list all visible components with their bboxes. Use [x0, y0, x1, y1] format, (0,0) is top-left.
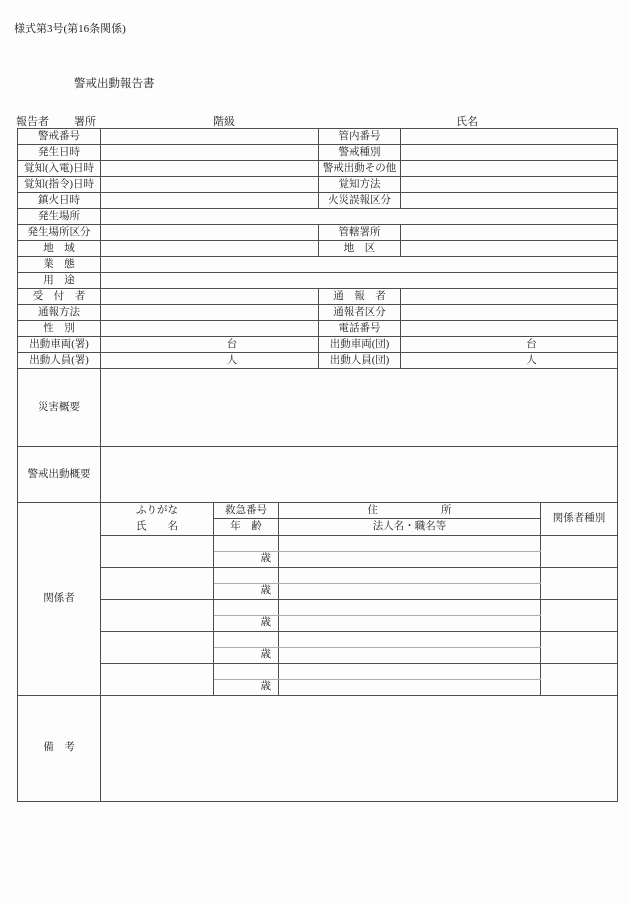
related-age-cell: 歳: [214, 679, 279, 695]
field-label: 受 付 者: [18, 289, 101, 305]
field-label: 地 区: [319, 241, 401, 257]
field-value: [401, 305, 618, 321]
field-value: [101, 209, 618, 225]
form-row: [18, 161, 618, 177]
related-type-header-label: 関係者種別: [541, 503, 618, 536]
field-value: [401, 241, 618, 257]
corporate-header-label: 法人名・職名等: [279, 519, 541, 535]
field-label: 覚知(入電)日時: [18, 161, 101, 177]
field-label: 出動人員(署): [18, 353, 101, 369]
field-label: 管轄署所: [319, 225, 401, 241]
field-value: [101, 129, 319, 145]
form-row: [18, 129, 618, 145]
form-row: [18, 447, 618, 503]
emergency-no-header-label: 救急番号: [214, 503, 279, 519]
page-title: 警戒出動報告書: [74, 78, 155, 90]
field-value: [101, 273, 618, 289]
related-entry-row: [18, 663, 618, 679]
remarks-row: [18, 695, 618, 801]
related-name-cell: [101, 599, 214, 631]
form-row: [18, 337, 618, 353]
related-age-cell: 歳: [214, 551, 279, 567]
related-address-cell: [279, 663, 541, 679]
related-address-cell: [279, 599, 541, 615]
field-value: [101, 161, 319, 177]
address-header-label: 住 所: [279, 503, 541, 519]
related-age-cell: 歳: [214, 583, 279, 599]
related-name-cell: [101, 535, 214, 567]
related-emergency-no-cell: [214, 631, 279, 647]
age-header-label: 年 齢: [214, 519, 279, 535]
related-corporate-cell: [279, 647, 541, 663]
field-label: 地 域: [18, 241, 101, 257]
field-label: 鎮火日時: [18, 193, 101, 209]
field-value: [401, 321, 618, 337]
field-label: 性 別: [18, 321, 101, 337]
form-row: [18, 305, 618, 321]
related-entry-row: [18, 631, 618, 647]
related-emergency-no-cell: [214, 535, 279, 551]
related-corporate-cell: [279, 615, 541, 631]
field-value: [401, 225, 618, 241]
unit-value: 台: [401, 337, 618, 353]
related-type-cell: [541, 567, 618, 599]
related-type-cell: [541, 631, 618, 663]
field-label: 管内番号: [319, 129, 401, 145]
related-entry-row: [18, 567, 618, 583]
field-label: 警戒出動その他: [319, 161, 401, 177]
related-address-cell: [279, 567, 541, 583]
field-label: 出動人員(団): [319, 353, 401, 369]
related-name-cell: [101, 631, 214, 663]
related-age-cell: 歳: [214, 615, 279, 631]
form-row: [18, 257, 618, 273]
form-row: [18, 369, 618, 447]
related-emergency-no-cell: [214, 599, 279, 615]
alert-summary-label: 警戒出動概要: [18, 447, 101, 503]
disaster-summary-value: [101, 369, 618, 447]
field-label: 発生場所区分: [18, 225, 101, 241]
field-label: 覚知方法: [319, 177, 401, 193]
name-header-label: 氏 名: [136, 520, 178, 532]
related-age-cell: 歳: [214, 647, 279, 663]
related-header-row: [18, 503, 618, 519]
field-value: [101, 305, 319, 321]
disaster-summary-label: 災害概要: [18, 369, 101, 447]
form-row: [18, 177, 618, 193]
unit-value: 台: [101, 337, 319, 353]
form-row: [18, 225, 618, 241]
name-column-header: [101, 503, 214, 536]
field-value: [101, 145, 319, 161]
field-value: [101, 289, 319, 305]
field-label: 出動車両(署): [18, 337, 101, 353]
field-label: 覚知(指令)日時: [18, 177, 101, 193]
field-label: 通報者区分: [319, 305, 401, 321]
field-value: [101, 193, 319, 209]
form-row: [18, 353, 618, 369]
field-label: 警戒番号: [18, 129, 101, 145]
unit-value: 人: [401, 353, 618, 369]
reporter-label: 報告者: [16, 116, 49, 128]
related-type-cell: [541, 535, 618, 567]
related-name-cell: [101, 663, 214, 695]
main-fields-table: [17, 128, 618, 503]
field-value: [401, 177, 618, 193]
field-label: 用 途: [18, 273, 101, 289]
field-value: [401, 145, 618, 161]
related-persons-table: [17, 502, 618, 696]
field-label: 電話番号: [319, 321, 401, 337]
field-label: 火災誤報区分: [319, 193, 401, 209]
field-value: [401, 129, 618, 145]
related-type-cell: [541, 599, 618, 631]
form-number: 様式第3号(第16条関係): [14, 23, 126, 35]
related-type-cell: [541, 663, 618, 695]
alert-summary-value: [101, 447, 618, 503]
field-value: [401, 193, 618, 209]
field-label: 発生場所: [18, 209, 101, 225]
form-row: [18, 289, 618, 305]
related-emergency-no-cell: [214, 663, 279, 679]
field-label: 業 態: [18, 257, 101, 273]
field-label: 通 報 者: [319, 289, 401, 305]
field-label: 警戒種別: [319, 145, 401, 161]
reporter-line: [14, 113, 614, 128]
related-section-label: 関係者: [18, 503, 101, 696]
form-row: [18, 209, 618, 225]
remarks-table: [17, 695, 618, 802]
form-row: [18, 273, 618, 289]
field-label: 通報方法: [18, 305, 101, 321]
field-value: [401, 289, 618, 305]
report-table: [17, 128, 617, 802]
form-row: [18, 241, 618, 257]
field-value: [101, 177, 319, 193]
remarks-value: [101, 695, 618, 801]
unit-value: 人: [101, 353, 319, 369]
field-value: [101, 257, 618, 273]
field-value: [101, 225, 319, 241]
field-label: 出動車両(団): [319, 337, 401, 353]
remarks-label: 備 考: [18, 695, 101, 801]
related-emergency-no-cell: [214, 567, 279, 583]
related-entry-row: [18, 599, 618, 615]
related-address-cell: [279, 535, 541, 551]
field-label: 発生日時: [18, 145, 101, 161]
field-value: [101, 321, 319, 337]
related-name-cell: [101, 567, 214, 599]
furigana-header-label: ふりがな: [136, 505, 178, 516]
field-value: [101, 241, 319, 257]
related-corporate-cell: [279, 551, 541, 567]
related-entry-row: [18, 535, 618, 551]
related-corporate-cell: [279, 679, 541, 695]
field-value: [401, 161, 618, 177]
station-label: 署所: [74, 116, 96, 128]
rank-label: 階級: [213, 116, 235, 128]
related-corporate-cell: [279, 583, 541, 599]
name-label: 氏名: [456, 116, 478, 128]
form-row: [18, 193, 618, 209]
related-address-cell: [279, 631, 541, 647]
form-row: [18, 145, 618, 161]
form-row: [18, 321, 618, 337]
